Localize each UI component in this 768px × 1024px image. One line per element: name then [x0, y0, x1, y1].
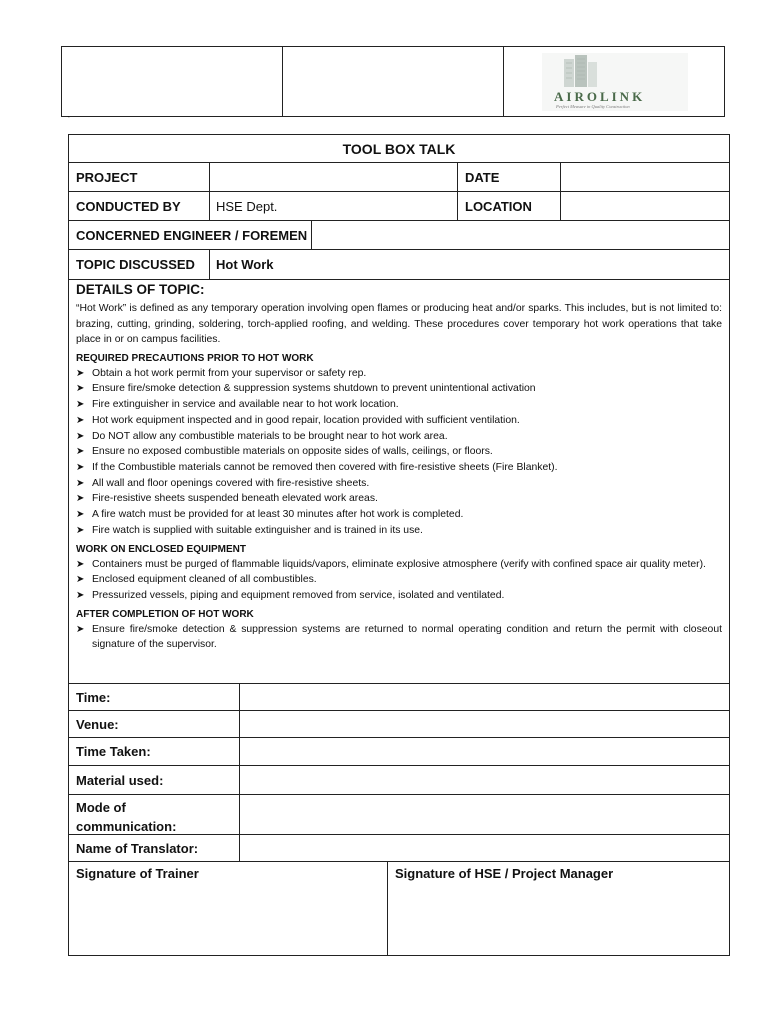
logo-name: AIROLINK [554, 89, 646, 104]
form-title-row [68, 134, 730, 163]
company-logo [542, 53, 688, 111]
venue-field[interactable] [239, 710, 730, 738]
arrow-bullet-icon: ➤ [76, 509, 85, 521]
mode-label-line-1: Mode of [76, 800, 126, 815]
venue-label: Venue: [68, 710, 240, 738]
list-item: ➤ Ensure no exposed combustible materials on opposite sides of walls, ceilings, or floors. [76, 444, 722, 460]
stray-mark: ` [67, 115, 70, 125]
precautions-list [76, 366, 722, 539]
mode-of-communication-label [68, 794, 240, 835]
section-title: WORK ON ENCLOSED EQUIPMENT [76, 543, 247, 555]
arrow-bullet-icon: ➤ [76, 414, 85, 426]
arrow-bullet-icon: ➤ [76, 446, 85, 458]
location-field[interactable] [560, 191, 730, 221]
arrow-bullet-icon: ➤ [76, 383, 85, 395]
location-label: LOCATION [457, 191, 561, 221]
list-item: ➤ Enclosed equipment cleaned of all combustibles. [76, 572, 722, 588]
topic-field[interactable]: Hot Work [209, 249, 730, 280]
details-heading: DETAILS OF TOPIC: [76, 282, 205, 297]
material-used-field[interactable] [239, 765, 730, 795]
list-item: ➤ If the Combustible materials cannot be removed then covered with fire-resistive sheets (Fire Blanket). [76, 460, 722, 476]
translator-label: Name of Translator: [68, 834, 240, 862]
list-item: ➤ Ensure fire/smoke detection & suppression systems shutdown to prevent unintentional activation [76, 381, 722, 397]
list-item: ➤ Fire-resistive sheets suspended beneath elevated work areas. [76, 491, 722, 507]
arrow-bullet-icon: ➤ [76, 558, 85, 570]
time-label: Time: [68, 683, 240, 711]
arrow-bullet-icon: ➤ [76, 574, 85, 586]
date-label: DATE [457, 162, 561, 192]
engineer-label: CONCERNED ENGINEER / FOREMEN [68, 220, 312, 250]
header-cell-2 [282, 46, 504, 117]
mode-label-line-2: communication: [76, 819, 177, 834]
details-section [68, 279, 730, 684]
time-field[interactable] [239, 683, 730, 711]
conducted-by-field[interactable]: HSE Dept. [209, 191, 458, 221]
arrow-bullet-icon: ➤ [76, 399, 85, 411]
manager-signature-box[interactable] [387, 861, 730, 956]
manager-signature-label: Signature of HSE / Project Manager [395, 866, 614, 881]
list-item: ➤ Fire extinguisher in service and available near to hot work location. [76, 397, 722, 413]
arrow-bullet-icon: ➤ [76, 462, 85, 473]
topic-label: TOPIC DISCUSSED [68, 249, 210, 280]
arrow-bullet-icon: ➤ [76, 477, 85, 489]
arrow-bullet-icon: ➤ [76, 623, 85, 635]
enclosed-equipment-list [76, 557, 722, 604]
translator-field[interactable] [239, 834, 730, 862]
time-taken-field[interactable] [239, 737, 730, 766]
list-item: ➤ Ensure fire/smoke detection & suppression systems are returned to normal operating condition and return the permit with closeout signature of the supervisor. [76, 623, 722, 651]
list-item: ➤ Containers must be purged of flammable liquids/vapors, eliminate explosive atmosphere (verify with confined space air quality meter). [76, 557, 722, 573]
conducted-by-label: CONDUCTED BY [68, 191, 210, 221]
list-item: ➤ Pressurized vessels, piping and equipment removed from service, isolated and ventilated. [76, 588, 722, 604]
list-item: ➤ All wall and floor openings covered with fire-resistive sheets. [76, 476, 722, 492]
project-label: PROJECT [68, 162, 210, 192]
trainer-signature-box[interactable] [68, 861, 388, 956]
section-title: REQUIRED PRECAUTIONS PRIOR TO HOT WORK [76, 352, 314, 364]
project-field[interactable] [209, 162, 458, 192]
arrow-bullet-icon: ➤ [76, 367, 85, 379]
list-item: ➤ Do NOT allow any combustible materials to be brought near to hot work area. [76, 429, 722, 445]
arrow-bullet-icon: ➤ [76, 430, 85, 442]
trainer-signature-label: Signature of Trainer [76, 866, 199, 881]
arrow-bullet-icon: ➤ [76, 589, 85, 601]
details-intro: “Hot Work” is defined as any temporary operation involving open flames or producing heat and/or sparks. This includes, but is not limited to: brazing, cutting, grinding, soldering, torch-applied roofing, and welding. These procedures cover temporary hot work operations that take place in or on campus facilities. [76, 303, 722, 346]
list-item: ➤ Hot work equipment inspected and in good repair, location provided with sufficient ventilation. [76, 413, 722, 429]
list-item: ➤ A fire watch must be provided for at least 30 minutes after hot work is completed. [76, 507, 722, 523]
after-completion-list [76, 622, 722, 653]
header-cell-1 [61, 46, 283, 117]
form-title: TOOL BOX TALK [342, 140, 456, 157]
material-used-label: Material used: [68, 765, 240, 795]
mode-of-communication-field[interactable] [239, 794, 730, 835]
list-item: ➤ Obtain a hot work permit from your supervisor or safety rep. [76, 366, 722, 382]
section-title: AFTER COMPLETION OF HOT WORK [76, 608, 254, 620]
engineer-field[interactable] [311, 220, 730, 250]
arrow-bullet-icon: ➤ [76, 524, 85, 536]
list-item: ➤ Fire watch is supplied with suitable extinguisher and is trained in its use. [76, 523, 722, 539]
time-taken-label: Time Taken: [68, 737, 240, 766]
date-field[interactable] [560, 162, 730, 192]
arrow-bullet-icon: ➤ [76, 493, 85, 505]
logo-tagline: Perfect Measure in Quality Construction [556, 104, 630, 109]
